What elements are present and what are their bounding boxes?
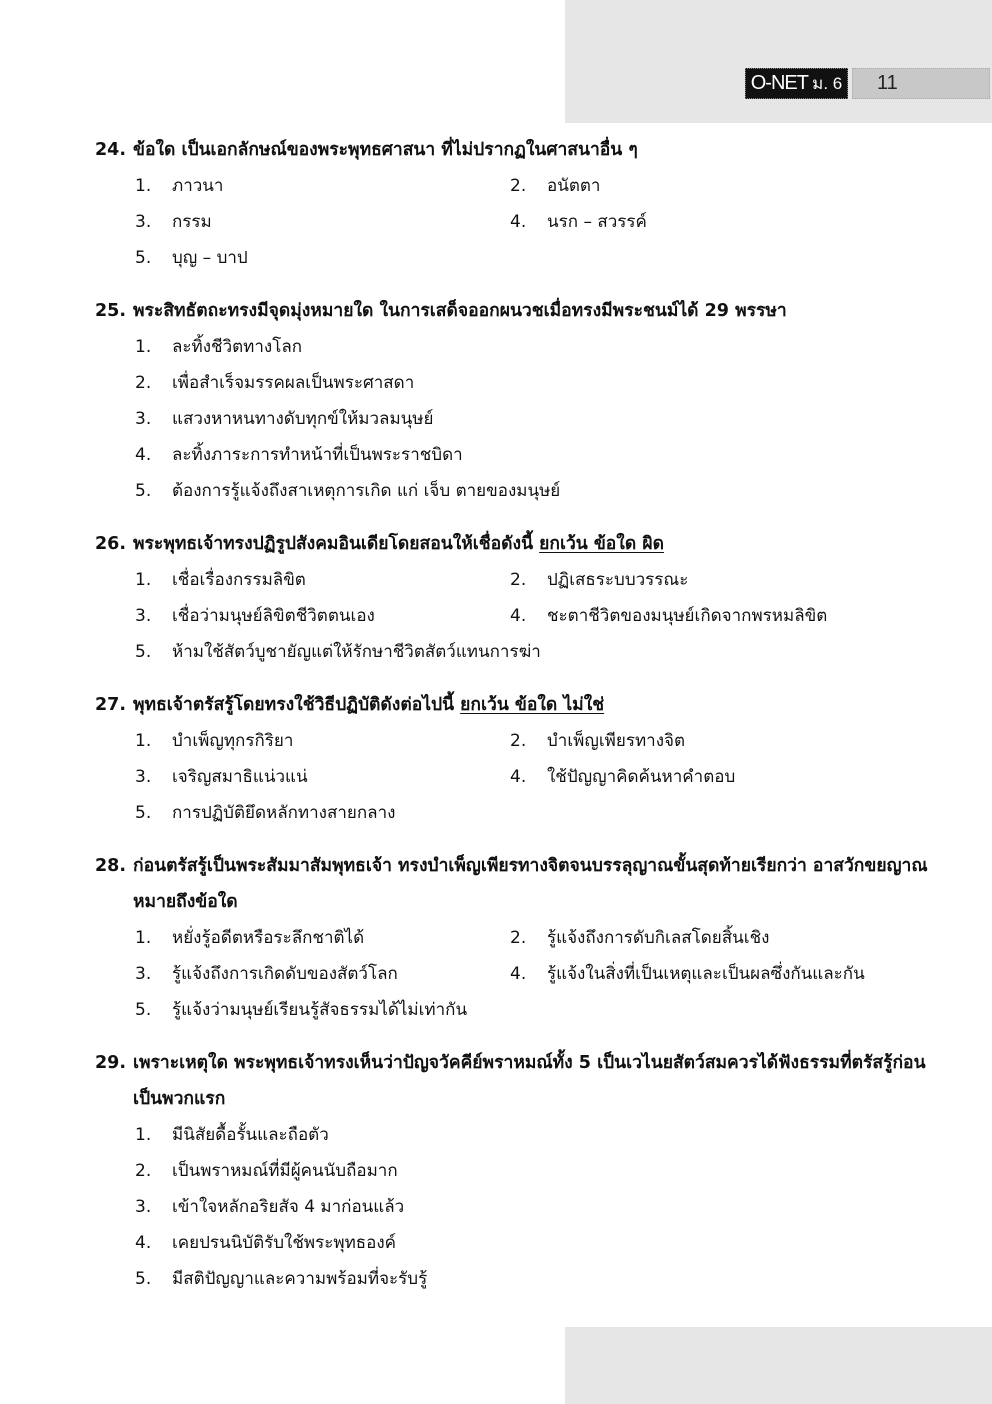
question-27 xyxy=(95,687,935,831)
option xyxy=(510,562,935,598)
option-text: ปฏิเสธระบบวรรณะ xyxy=(547,570,689,590)
option-number: 3. xyxy=(135,606,152,626)
option xyxy=(135,204,510,240)
option-text: กรรม xyxy=(172,212,212,232)
option xyxy=(135,329,935,365)
question-text: พระสิทธัตถะทรงมีจุดมุ่งหมายใด ในการเสด็จออกผนวชเมื่อทรงมีพระชนม์ได้ 29 พรรษา xyxy=(133,301,787,321)
option-number: 4. xyxy=(510,767,527,787)
option xyxy=(135,437,935,473)
option xyxy=(135,992,935,1028)
option xyxy=(510,956,935,992)
option-text: เชื่อเรื่องกรรมลิขิต xyxy=(172,570,306,590)
badge-main: O-NET xyxy=(750,72,808,94)
option xyxy=(135,634,935,670)
question-28 xyxy=(95,848,935,1028)
question-24 xyxy=(95,132,935,276)
question-number: 29. xyxy=(95,1053,127,1073)
option xyxy=(135,1189,935,1225)
question-29 xyxy=(95,1045,935,1297)
option-number: 2. xyxy=(135,373,152,393)
option-text: ละทิ้งชีวิตทางโลก xyxy=(172,337,303,357)
option-text: รู้แจ้งว่ามนุษย์เรียนรู้สัจธรรมได้ไม่เท่ากัน xyxy=(172,1000,468,1020)
question-number: 25. xyxy=(95,301,127,321)
option-text: การปฏิบัติยึดหลักทางสายกลาง xyxy=(172,803,396,823)
option-text: มีนิสัยดื้อรั้นและถือตัว xyxy=(172,1125,329,1145)
option xyxy=(135,401,935,437)
option-number: 1. xyxy=(135,928,152,948)
option-text: ละทิ้งภาระการทำหน้าที่เป็นพระราชบิดา xyxy=(172,445,463,465)
option-number: 4. xyxy=(510,606,527,626)
option-text: บำเพ็ญทุกรกิริยา xyxy=(172,731,294,751)
question-emphasis: ยกเว้น ข้อใด ผิด xyxy=(539,534,664,554)
option-number: 3. xyxy=(135,212,152,232)
option-number: 5. xyxy=(135,248,152,268)
question-text: ข้อใด เป็นเอกลักษณ์ของพระพุทธศาสนา ที่ไม่ปรากฏในศาสนาอื่น ๆ xyxy=(133,140,638,160)
question-emphasis: ยกเว้น ข้อใด ไม่ใช่ xyxy=(460,695,605,715)
option xyxy=(510,598,935,634)
option-number: 3. xyxy=(135,1197,152,1217)
question-text: เพราะเหตุใด พระพุทธเจ้าทรงเห็นว่าปัญจวัคคีย์พราหมณ์ทั้ง 5 เป็นเวไนยสัตว์สมควรได้ฟังธรรมที่ตรัสรู้ก่อนเป็นพวกแรก xyxy=(133,1053,926,1109)
option-number: 1. xyxy=(135,176,152,196)
option-number: 2. xyxy=(510,570,527,590)
option-number: 1. xyxy=(135,1125,152,1145)
option xyxy=(510,920,935,956)
option-number: 4. xyxy=(510,964,527,984)
question-number: 27. xyxy=(95,695,127,715)
option xyxy=(510,723,935,759)
option-number: 5. xyxy=(135,803,152,823)
option-text: เคยปรนนิบัติรับใช้พระพุทธองค์ xyxy=(172,1233,397,1253)
option-number: 3. xyxy=(135,964,152,984)
option-number: 1. xyxy=(135,731,152,751)
option-text: หยั่งรู้อดีตหรือระลึกชาติได้ xyxy=(172,928,365,948)
option-text: บุญ – บาป xyxy=(172,248,248,268)
option xyxy=(135,1117,935,1153)
option-number: 3. xyxy=(135,409,152,429)
option-text: นรก – สวรรค์ xyxy=(547,212,647,232)
page-number: 11 xyxy=(852,68,990,99)
option-text: ชะตาชีวิตของมนุษย์เกิดจากพรหมลิขิต xyxy=(547,606,828,626)
option xyxy=(135,795,935,831)
option-number: 1. xyxy=(135,337,152,357)
option-text: เพื่อสำเร็จมรรคผลเป็นพระศาสดา xyxy=(172,373,415,393)
question-text: ก่อนตรัสรู้เป็นพระสัมมาสัมพุทธเจ้า ทรงบำเพ็ญเพียรทางจิตจนบรรลุญาณขั้นสุดท้ายเรียกว่า อาสวักขยญาณ หมายถึงข้อใด xyxy=(133,856,928,912)
option-text: ใช้ปัญญาคิดค้นหาคำตอบ xyxy=(547,767,736,787)
option-number: 2. xyxy=(135,1161,152,1181)
option xyxy=(510,204,935,240)
option xyxy=(135,562,510,598)
option-number: 4. xyxy=(510,212,527,232)
option-number: 5. xyxy=(135,642,152,662)
option-number: 5. xyxy=(135,1000,152,1020)
option-text: เจริญสมาธิแน่วแน่ xyxy=(172,767,308,787)
option xyxy=(135,168,510,204)
question-25 xyxy=(95,293,935,509)
question-number: 24. xyxy=(95,140,127,160)
option-number: 4. xyxy=(135,445,152,465)
option-text: บำเพ็ญเพียรทางจิต xyxy=(547,731,686,751)
option xyxy=(135,723,510,759)
option-text: เป็นพราหมณ์ที่มีผู้คนนับถือมาก xyxy=(172,1161,398,1181)
option-number: 2. xyxy=(510,176,527,196)
option-text: ต้องการรู้แจ้งถึงสาเหตุการเกิด แก่ เจ็บ ตายของมนุษย์ xyxy=(172,481,561,501)
option xyxy=(135,598,510,634)
option-number: 5. xyxy=(135,481,152,501)
header-panel xyxy=(565,0,992,123)
option-number: 5. xyxy=(135,1269,152,1289)
footer-panel xyxy=(565,1327,992,1404)
option-text: รู้แจ้งถึงการเกิดดับของสัตว์โลก xyxy=(172,964,398,984)
badge-sub: ม. 6 xyxy=(812,74,843,93)
option xyxy=(135,1225,935,1261)
option-text: ภาวนา xyxy=(172,176,224,196)
option-number: 2. xyxy=(510,928,527,948)
option xyxy=(135,1153,935,1189)
option xyxy=(135,1261,935,1297)
question-text: พระพุทธเจ้าทรงปฏิรูปสังคมอินเดียโดยสอนให้เชื่อดังนี้ xyxy=(133,534,540,554)
option-text: เข้าใจหลักอริยสัจ 4 มาก่อนแล้ว xyxy=(172,1197,405,1217)
option-text: เชื่อว่ามนุษย์ลิขิตชีวิตตนเอง xyxy=(172,606,375,626)
option-text: มีสติปัญญาและความพร้อมที่จะรับรู้ xyxy=(172,1269,428,1289)
option xyxy=(510,168,935,204)
question-number: 26. xyxy=(95,534,127,554)
question-text: พุทธเจ้าตรัสรู้โดยทรงใช้วิธีปฏิบัติดังต่อไปนี้ xyxy=(133,695,461,715)
option xyxy=(135,759,510,795)
option xyxy=(135,473,935,509)
option xyxy=(135,240,935,276)
option-number: 1. xyxy=(135,570,152,590)
option-text: รู้แจ้งถึงการดับกิเลสโดยสิ้นเชิง xyxy=(547,928,770,948)
option-number: 3. xyxy=(135,767,152,787)
question-list xyxy=(95,132,935,1314)
question-number: 28. xyxy=(95,856,127,876)
exam-badge xyxy=(745,68,848,99)
option-text: แสวงหาหนทางดับทุกข์ให้มวลมนุษย์ xyxy=(172,409,434,429)
option xyxy=(135,920,510,956)
question-26 xyxy=(95,526,935,670)
option-number: 2. xyxy=(510,731,527,751)
option-number: 4. xyxy=(135,1233,152,1253)
option-text: รู้แจ้งในสิ่งที่เป็นเหตุและเป็นผลซึ่งกันและกัน xyxy=(547,964,865,984)
option-text: อนัตตา xyxy=(547,176,601,196)
option-text: ห้ามใช้สัตว์บูชายัญแต่ให้รักษาชีวิตสัตว์แทนการฆ่า xyxy=(172,642,541,662)
option xyxy=(135,956,510,992)
option xyxy=(510,759,935,795)
option xyxy=(135,365,935,401)
